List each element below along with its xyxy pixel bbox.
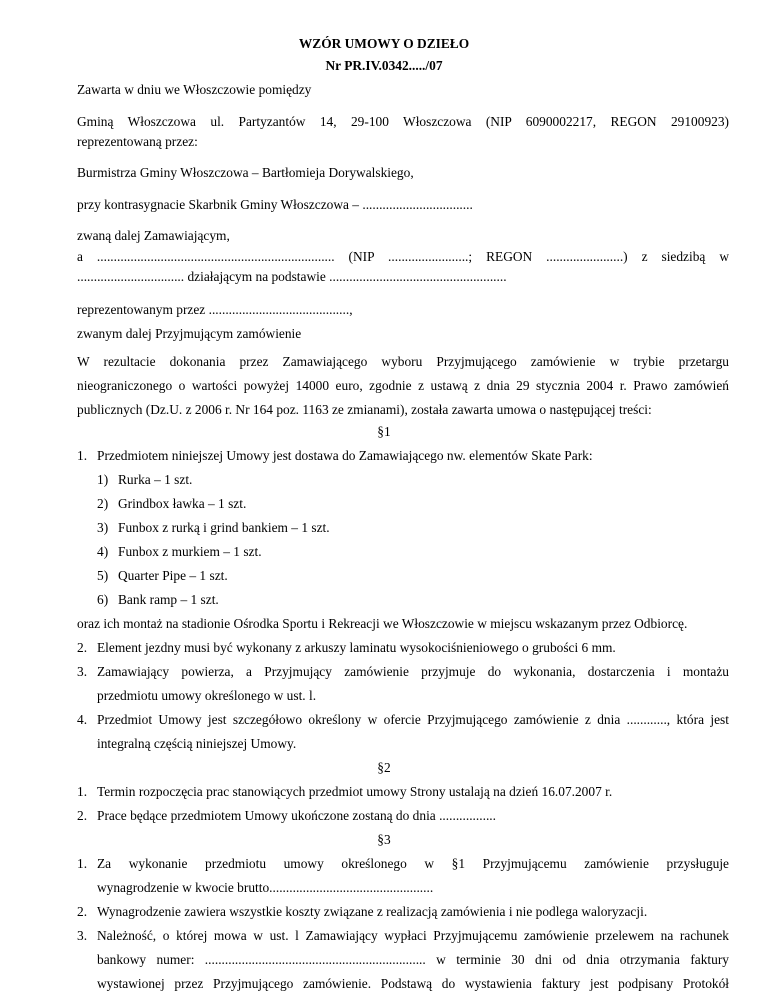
- item-number: 5): [97, 568, 109, 583]
- paragraph-number: 2.: [77, 904, 88, 919]
- intro-text: Zawarta w dniu we Włoszczowie pomiędzy: [77, 82, 312, 97]
- cosign-text: przy kontrasygnacie Skarbnik Gminy Włoszczowa – .................................: [77, 197, 473, 212]
- s2-paragraph-2: Prace będące przedmiotem Umowy ukończone zostaną do dnia .................: [97, 808, 496, 823]
- item-number: 2): [97, 496, 109, 511]
- paragraph-number: 3.: [77, 664, 88, 679]
- result-line: nieograniczonego o wartości powyżej 14000 euro, zgodnie z ustawą z dnia 29 stycznia 2004 r. Prawo zamówień: [77, 378, 729, 393]
- section-2-heading: §2: [377, 760, 391, 775]
- s1-paragraph-3: Zamawiający powierza, a Przyjmujący zamówienie przyjmuje do wykonania, dostarczenia i montażu: [97, 664, 729, 679]
- document-title: WZÓR UMOWY O DZIEŁO: [298, 36, 470, 51]
- paragraph-number: 2.: [77, 640, 88, 655]
- s2-paragraph-1: Termin rozpoczęcia prac stanowiących przedmiot umowy Strony ustalają na dzień 16.07.2007 r.: [97, 784, 613, 799]
- s3-paragraph-3: Należność, o której mowa w ust. l Zamawiający wypłaci Przyjmującemu zamówienie przelewem na rachunek: [97, 928, 729, 943]
- paragraph-number: 3.: [77, 928, 88, 943]
- document-number: Nr PR.IV.0342...../07: [325, 58, 443, 73]
- s3-paragraph-1: Za wykonanie przedmiotu umowy określonego w §1 Przyjmującemu zamówienie przysługuje: [97, 856, 729, 871]
- result-line: publicznych (Dz.U. z 2006 r. Nr 164 poz. 1163 ze zmianami), została zawarta umowa o następującej treści:: [77, 402, 652, 417]
- party1-line: Gminą Włoszczowa ul. Partyzantów 14, 29-100 Włoszczowa (NIP 6090002217, REGON 29100923): [77, 114, 729, 129]
- list-item: Rurka – 1 szt.: [118, 472, 193, 487]
- item-number: 3): [97, 520, 109, 535]
- s1-paragraph-3-cont: przedmiotu umowy określonego w ust. l.: [97, 688, 317, 703]
- mayor-text: Burmistrza Gminy Włoszczowa – Bartłomieja Dorywalskiego,: [77, 165, 414, 180]
- s3-paragraph-1-cont: wynagrodzenie w kwocie brutto.................................................: [97, 880, 434, 895]
- s1-paragraph-1: Przedmiotem niniejszej Umowy jest dostawa do Zamawiającego nw. elementów Skate Park:: [97, 448, 593, 463]
- party2-line: a ....................................................................... (NIP ........................; REGON .......................) z siedzibą w: [77, 249, 729, 264]
- s1-paragraph-4: Przedmiot Umowy jest szczegółowo określony w ofercie Przyjmującego zamówienie z dnia ............, która jest: [97, 712, 729, 727]
- list-item: Bank ramp – 1 szt.: [118, 592, 219, 607]
- s3-paragraph-3-cont: bankowy numer: .................................................................. w terminie 30 dni od dnia otrzymania faktury: [97, 952, 729, 967]
- item-number: 4): [97, 544, 109, 559]
- s1-after-list: oraz ich montaż na stadionie Ośrodka Sportu i Rekreacji we Włoszczowie w miejscu wskazanym przez Odbiorcę.: [77, 616, 688, 631]
- item-number: 6): [97, 592, 109, 607]
- section-1-heading: §1: [377, 424, 391, 439]
- s3-paragraph-2: Wynagrodzenie zawiera wszystkie koszty związane z realizacją zamówienia i nie podlega waloryzacji.: [97, 904, 648, 919]
- paragraph-number: 1.: [77, 856, 88, 871]
- section-3-heading: §3: [377, 832, 391, 847]
- list-item: Funbox z rurką i grind bankiem – 1 szt.: [118, 520, 330, 535]
- party2-basis: ................................ działającym na podstawie .....................................................: [77, 269, 507, 284]
- party1-represented: reprezentowaną przez:: [77, 134, 198, 149]
- s3-paragraph-3-cont: wystawionej przez Przyjmującego zamówienie. Podstawą do wystawienia faktury jest podpisany Protokół: [97, 976, 729, 991]
- represented-text: reprezentowanym przez ..........................................,: [77, 302, 353, 317]
- paragraph-number: 1.: [77, 448, 88, 463]
- list-item: Quarter Pipe – 1 szt.: [118, 568, 228, 583]
- s1-paragraph-4-cont: integralną częścią niniejszej Umowy.: [97, 736, 297, 751]
- list-item: Grindbox ławka – 1 szt.: [118, 496, 247, 511]
- paragraph-number: 2.: [77, 808, 88, 823]
- s1-paragraph-2: Element jezdny musi być wykonany z arkuszy laminatu wysokociśnieniowego o grubości 6 mm.: [97, 640, 616, 655]
- result-line: W rezultacie dokonania przez Zamawiającego wyboru Przyjmującego zamówienie w trybie przetargu: [77, 354, 729, 369]
- called-employer: zwaną dalej Zamawiającym,: [77, 228, 230, 243]
- paragraph-number: 1.: [77, 784, 88, 799]
- item-number: 1): [97, 472, 109, 487]
- list-item: Funbox z murkiem – 1 szt.: [118, 544, 262, 559]
- called-contractor: zwanym dalej Przyjmującym zamówienie: [77, 326, 302, 341]
- paragraph-number: 4.: [77, 712, 88, 727]
